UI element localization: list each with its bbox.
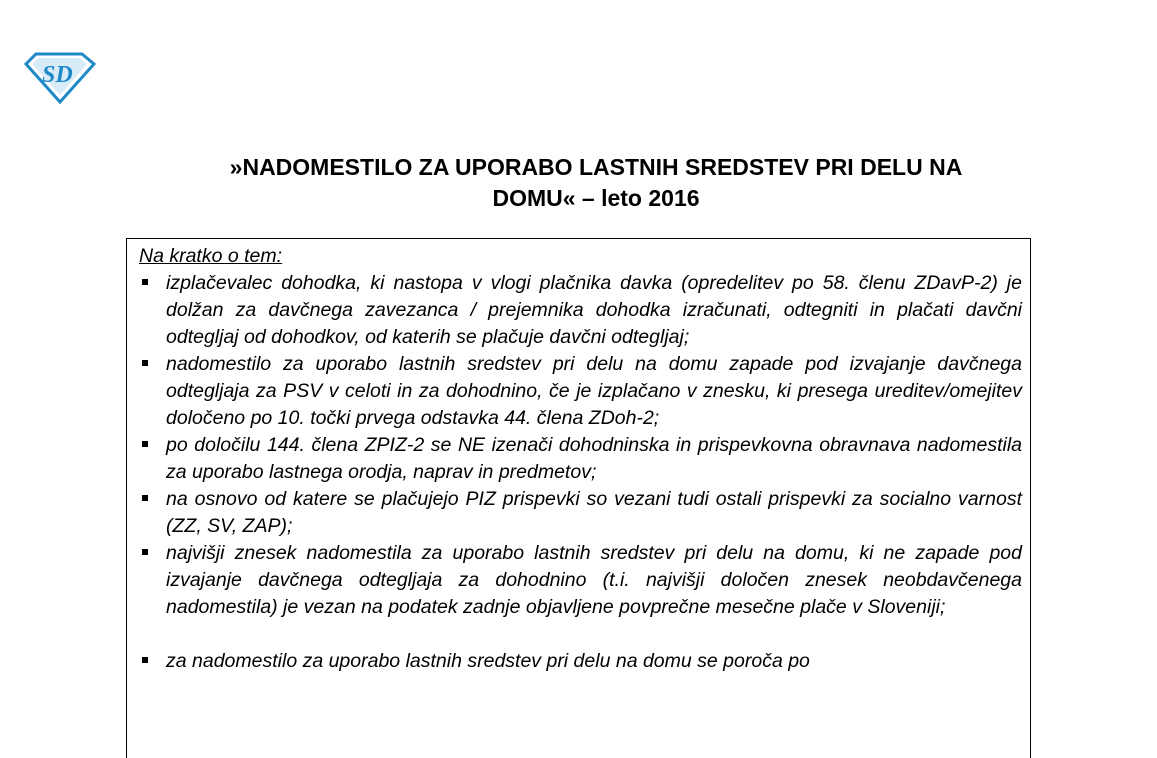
- list-item: [127, 486, 1031, 540]
- title-line-1: »NADOMESTILO ZA UPORABO LASTNIH SREDSTEV PRI DELU NA: [229, 154, 963, 180]
- list-item-text: najvišji znesek nadomestila za uporabo lastnih sredstev pri delu na domu, ki ne zapade pod izvajanje davčnega odtegljaja za dohodnino (t.i. najvišji določen znesek neobdavčenega nadomestila) je vezan na podatek zadnje objavljene povprečne mesečne plače v Sloveniji;: [166, 542, 1022, 618]
- list-item-text: na osnovo od katere se plačujejo PIZ prispevki so vezani tudi ostali prispevki za socialno varnost (ZZ, SV, ZAP);: [166, 488, 1022, 537]
- logo-text: SD: [42, 62, 73, 88]
- square-bullet-icon: [142, 441, 148, 447]
- list-item: [127, 270, 1031, 351]
- square-bullet-icon: [142, 549, 148, 555]
- list-item-text: za nadomestilo za uporabo lastnih sredstev pri delu na domu se poroča po: [166, 650, 810, 672]
- list-item: [127, 540, 1031, 621]
- list-item-text: po določilu 144. člena ZPIZ-2 se NE izenači dohodninska in prispevkovna obravnava nadomestila za uporabo lastnega orodja, naprav in predmetov;: [166, 434, 1022, 483]
- title-line-2: DOMU« – leto 2016: [492, 185, 700, 211]
- list-item-text: nadomestilo za uporabo lastnih sredstev pri delu na domu zapade pod izvajanje davčnega odtegljaja za PSV v celoti in za dohodnino, če je izplačano v znesku, ki presega ureditev/omejitev določeno po 10. točki prvega odstavka 44. člena ZDoh-2;: [166, 353, 1022, 429]
- square-bullet-icon: [142, 657, 148, 663]
- summary-box: [126, 238, 1031, 758]
- page-title: [0, 152, 1157, 214]
- square-bullet-icon: [142, 279, 148, 285]
- square-bullet-icon: [142, 360, 148, 366]
- list-item: [127, 351, 1031, 432]
- list-item-text: izplačevalec dohodka, ki nastopa v vlogi plačnika davka (opredelitev po 58. členu ZDavP-2) je dolžan za davčnega zavezanca / prejemnika dohodka izračunati, odtegniti in plačati davčni odtegljaj od dohodkov, od katerih se plačuje davčni odtegljaj;: [166, 272, 1022, 348]
- square-bullet-icon: [142, 495, 148, 501]
- shield-logo-icon: [22, 50, 96, 104]
- list-item: [127, 432, 1031, 486]
- list-item: [127, 648, 1031, 675]
- summary-list: [127, 270, 1031, 675]
- summary-heading: Na kratko o tem:: [139, 245, 283, 267]
